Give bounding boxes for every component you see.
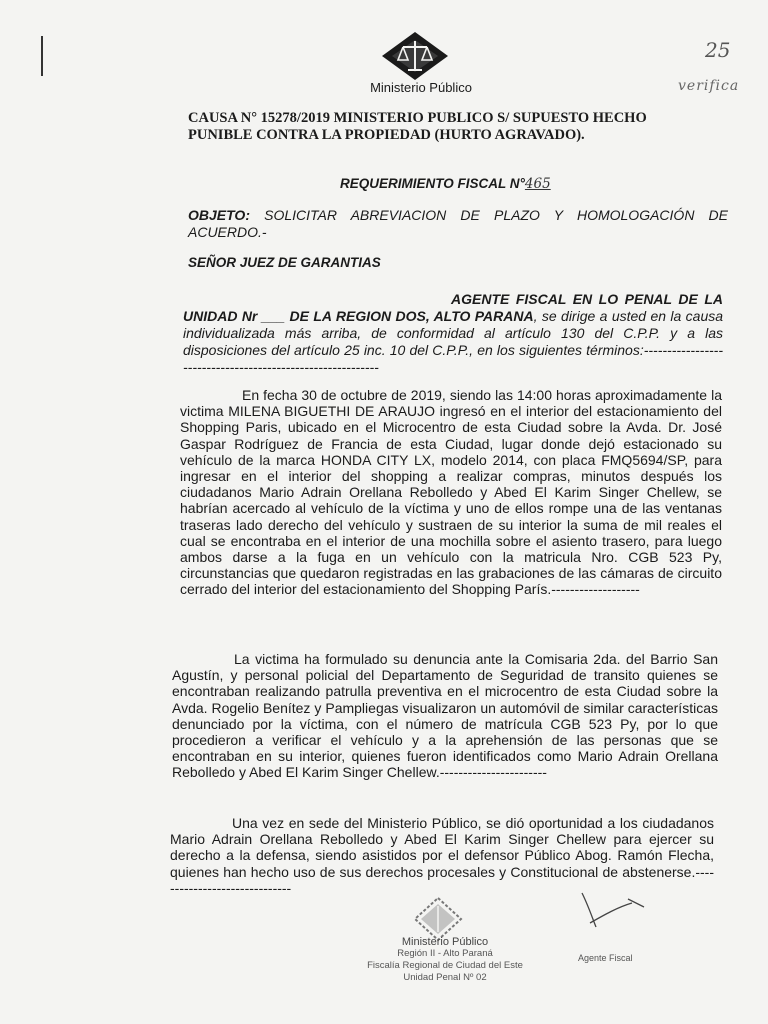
objeto-section	[188, 207, 728, 241]
intro-bold-b: DE LA REGION DOS, ALTO PARANA	[289, 308, 534, 324]
margin-mark	[41, 36, 43, 76]
case-title: CAUSA N° 15278/2019 MINISTERIO PUBLICO S/ SUPUESTO HECHO PUNIBLE CONTRA LA PROPIEDAD (HURTO AGRAVADO).	[188, 110, 647, 143]
objeto-text: SOLICITAR ABREVIACION DE PLAZO Y HOMOLOGACIÓN DE ACUERDO.-	[188, 207, 729, 240]
ministerio-logo-icon	[380, 30, 450, 82]
intro-paragraph	[183, 291, 723, 376]
objeto-label: OBJETO:	[188, 207, 250, 223]
intro-bold-a: AGENTE FISCAL EN LO PENAL DE LA UNIDAD Nr	[183, 291, 723, 324]
org-name: Ministerio Público	[370, 80, 472, 95]
intro-blank: ___	[261, 308, 286, 324]
signature-icon	[570, 885, 660, 935]
body-paragraph-2: La victima ha formulado su denuncia ante la Comisaria 2da. del Barrio San Agustín, y personal policial del Departamento de Seguridad de transito quienes se encontraban realizando patrulla preventiva en el microcentro de esta Ciudad sobre la Avda. Rogelio Benítez y Pampliegas visualizaron un automóvil de similar características denunciado por la víctima, con el número de matrícula CGB 523 Py, por lo que procedieron a verificar el vehículo y a la aprehensión de las personas que se encontraban en su interior, quienes fueron identificados como Mario Adrain Orellana Rebolledo y Abed El Karim Singer Chellew.-----------------------	[172, 651, 718, 781]
addressee: SEÑOR JUEZ DE GARANTIAS	[188, 255, 381, 270]
seal-text	[345, 936, 545, 984]
signature-label: Agente Fiscal	[578, 953, 633, 963]
handwritten-page-number: 25	[705, 38, 731, 62]
seal-line-4: Unidad Penal Nº 02	[403, 972, 487, 983]
intro-rest: , se dirige a usted en la causa individualizada más arriba, de conformidad al artículo 130 del C.P.P. y a las disposiciones del artículo 25 inc. 10 del C.P.P., en los siguientes términos:-----------------------------------------------------------	[183, 308, 724, 375]
body-paragraph-1: En fecha 30 de octubre de 2019, siendo las 14:00 horas aproximadamente la victima MILENA BIGUETHI DE ARAUJO ingresó en el interior del estacionamiento del Shopping Paris, ubicado en el Microcentro de esta Ciudad sobre la Avda. Dr. José Gaspar Rodríguez de Francia de esta Ciudad, lugar donde dejó estacionado su vehículo de la marca HONDA CITY LX, modelo 2014, con placa FMQ5694/SP, para ingresar en el interior del shopping a realizar compras, minutos después los ciudadanos Mario Adrain Orellana Rebolledo y Abed El Karim Singer Chellew, se habrían acercado al vehículo de la víctima y uno de ellos rompe una de las ventanas traseras lado derecho del vehículo y sustraen de su interior la suma de mil reales el cual se encontraba en el interior de una mochilla sobre el asiento trasero, para luego ambos darse a la fuga en un vehículo con la matricula Nro. CGB 523 Py, circunstancias que quedaron registradas en las grabaciones de las cámaras de circuito cerrado del interior del estacionamiento del Shopping París.-------------------	[180, 387, 722, 598]
seal-line-3: Fiscalía Regional de Ciudad del Este	[367, 960, 523, 971]
seal-line-2: Región II - Alto Paraná	[397, 948, 493, 959]
requerimiento-heading	[340, 176, 551, 192]
requerimiento-number: 465	[524, 176, 551, 192]
body-paragraph-3: Una vez en sede del Ministerio Público, se dió oportunidad a los ciudadanos Mario Adrain Orellana Rebolledo y Abed El Karim Singer Chellew para ejercer su derecho a la defensa, siendo asistidos por el defensor Público Abog. Ramón Flecha, quienes han hecho uso de sus derechos procesales y Constitucional de abstenerse.------------------------------	[170, 815, 714, 896]
seal-line-1: Ministerio Público	[401, 936, 489, 948]
requerimiento-label: REQUERIMIENTO FISCAL N°	[340, 176, 525, 191]
handwritten-note: verifica	[678, 78, 740, 94]
